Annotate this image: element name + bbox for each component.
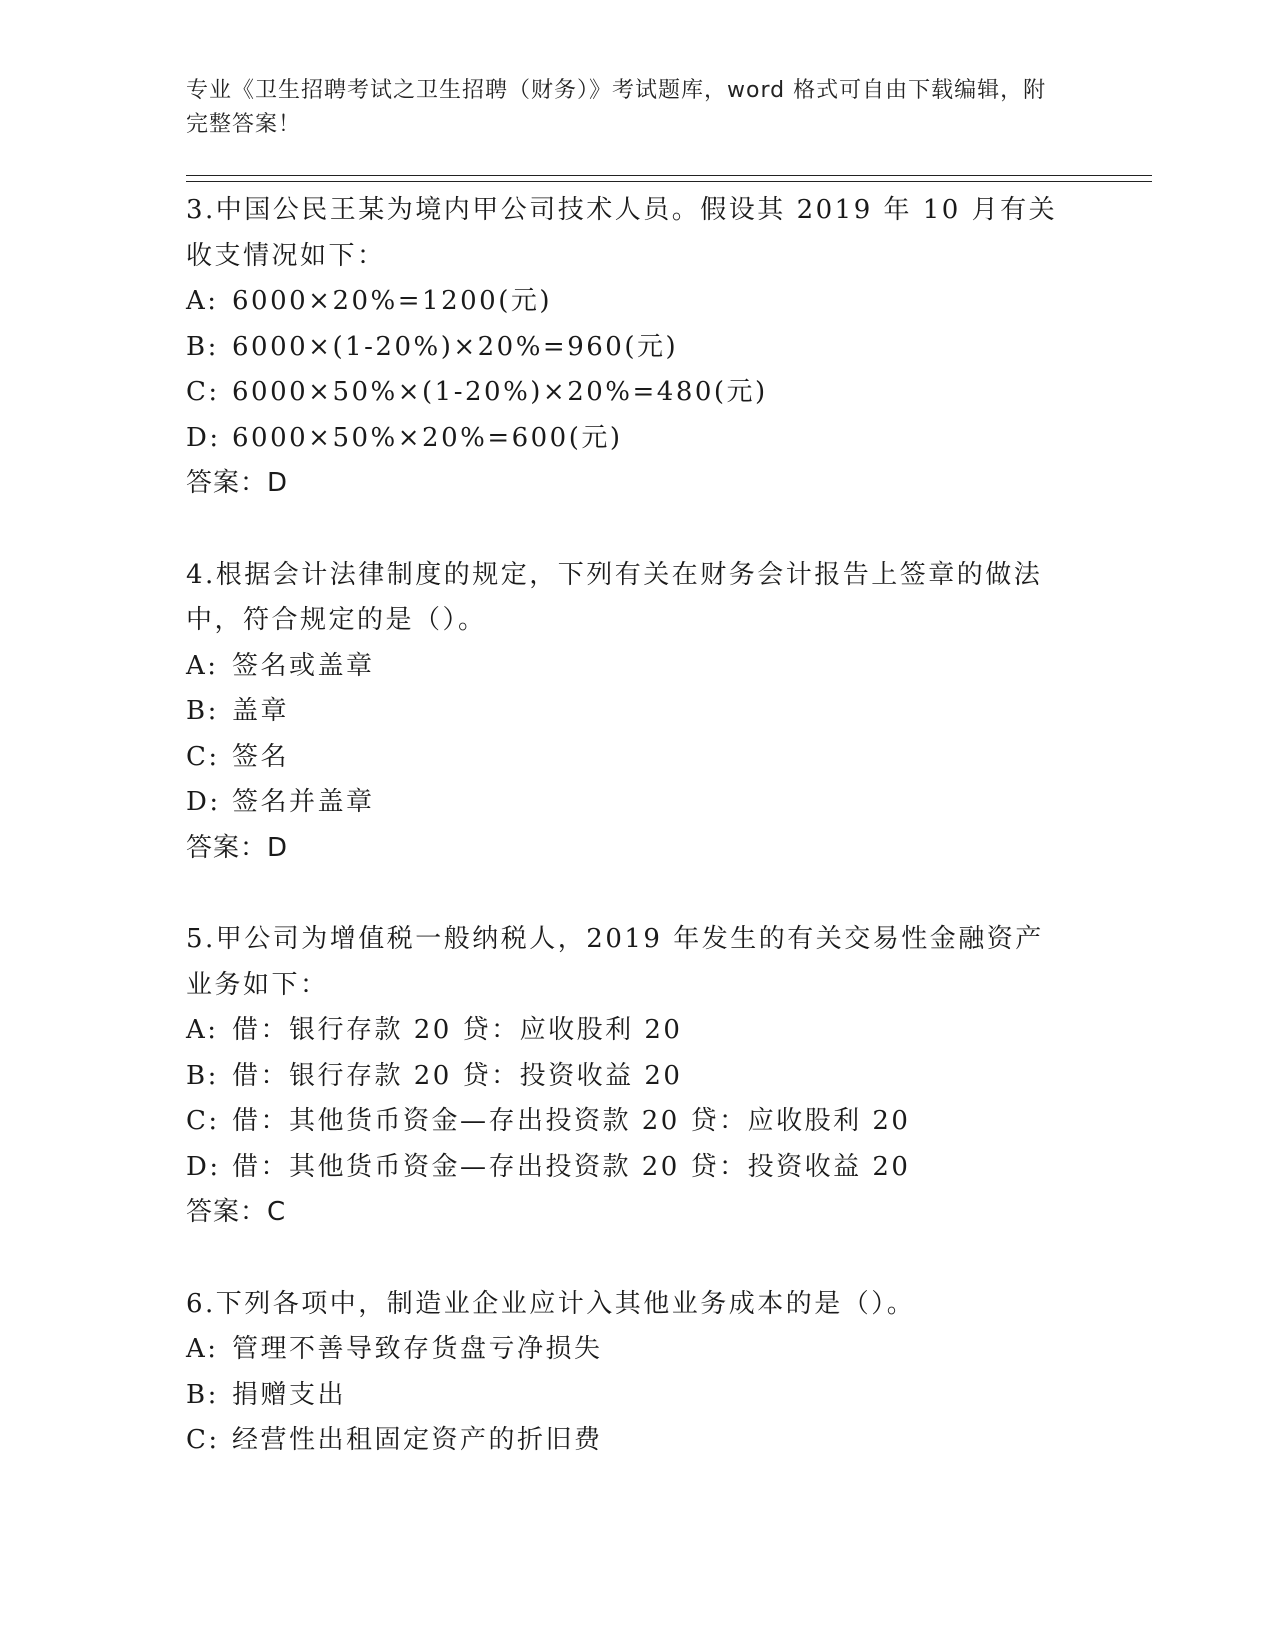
- option-text: 签名: [232, 741, 290, 772]
- header-divider-bottom: [186, 181, 1152, 182]
- option-text: 捐赠支出: [232, 1379, 347, 1410]
- question-stem: 5.甲公司为增值税一般纳税人，2019 年发生的有关交易性金融资产业务如下：: [186, 924, 1044, 1000]
- option-letter: A:: [186, 650, 219, 681]
- question-stem: 3.中国公民王某为境内甲公司技术人员。假设其 2019 年 10 月有关收支情况如下：: [186, 195, 1058, 271]
- option-letter: B:: [186, 1379, 219, 1410]
- question-3: [186, 188, 1086, 507]
- option-b: [186, 689, 1086, 735]
- option-letter: A:: [186, 1334, 219, 1364]
- option-text: 6000×50%×(1-20%)×20%=480(元): [232, 377, 768, 407]
- option-a: [186, 1008, 1086, 1054]
- option-letter: B:: [186, 696, 219, 726]
- option-text: 盖章: [232, 696, 290, 726]
- option-letter: A:: [186, 1015, 219, 1045]
- option-letter: D:: [186, 422, 221, 453]
- option-c: [186, 1418, 1086, 1464]
- document-header: 专业《卫生招聘考试之卫生招聘（财务）》考试题库，word 格式可自由下载编辑，附完整答案！: [186, 78, 1047, 137]
- question-4: [186, 553, 1086, 872]
- answer-line: 答案：C: [186, 1197, 287, 1227]
- option-text: 借：其他货币资金—存出投资款 20 贷：投资收益 20: [232, 1151, 911, 1182]
- option-b: [186, 325, 1086, 371]
- option-letter: D:: [186, 787, 221, 817]
- option-text: 经营性出租固定资产的折旧费: [232, 1425, 603, 1455]
- option-b: [186, 1373, 1086, 1419]
- option-b: [186, 1054, 1086, 1100]
- option-text: 借：银行存款 20 贷：投资收益 20: [232, 1060, 683, 1091]
- option-text: 签名或盖章: [232, 650, 375, 681]
- option-text: 签名并盖章: [232, 787, 375, 817]
- option-a: [186, 1327, 1086, 1373]
- option-c: [186, 1099, 1086, 1145]
- option-a: [186, 644, 1086, 690]
- option-text: 借：银行存款 20 贷：应收股利 20: [232, 1015, 683, 1045]
- option-letter: A:: [186, 286, 219, 316]
- option-d: [186, 1145, 1086, 1191]
- answer-line: 答案：D: [186, 468, 289, 498]
- option-letter: B:: [186, 331, 219, 362]
- option-c: [186, 735, 1086, 781]
- option-d: [186, 416, 1086, 462]
- option-letter: D:: [186, 1151, 221, 1182]
- option-letter: C:: [186, 741, 220, 772]
- option-a: [186, 279, 1086, 325]
- option-d: [186, 780, 1086, 826]
- question-list: [186, 188, 1086, 1510]
- header-divider-top: [186, 175, 1152, 176]
- question-5: [186, 917, 1086, 1236]
- option-letter: C:: [186, 377, 220, 407]
- answer-line: 答案：D: [186, 832, 289, 863]
- option-text: 管理不善导致存货盘亏净损失: [232, 1334, 603, 1364]
- question-6: [186, 1282, 1086, 1464]
- option-text: 6000×(1-20%)×20%=960(元): [232, 331, 679, 362]
- option-text: 借：其他货币资金—存出投资款 20 贷：应收股利 20: [232, 1106, 911, 1136]
- option-text: 6000×50%×20%=600(元): [232, 422, 623, 453]
- option-letter: B:: [186, 1060, 219, 1091]
- option-letter: C:: [186, 1106, 220, 1136]
- option-letter: C:: [186, 1425, 220, 1455]
- option-text: 6000×20%=1200(元): [232, 286, 552, 316]
- question-stem: 6.下列各项中，制造业企业应计入其他业务成本的是（）。: [186, 1288, 916, 1319]
- question-stem: 4.根据会计法律制度的规定，下列有关在财务会计报告上签章的做法中，符合规定的是（）。: [186, 559, 1043, 635]
- option-c: [186, 370, 1086, 416]
